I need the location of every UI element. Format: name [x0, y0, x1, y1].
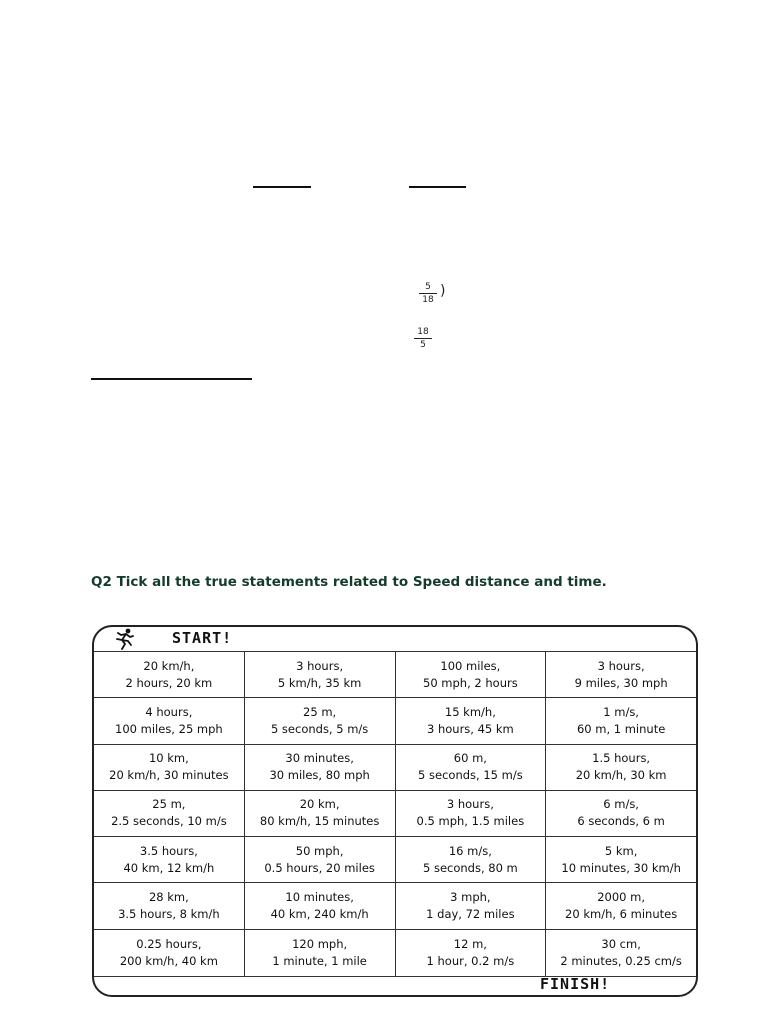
fraction-denominator: 18 [422, 295, 434, 305]
statement-line-1: 12 m, [453, 936, 487, 951]
statement-cell[interactable] [396, 883, 547, 928]
statement-line-1: 15 km/h, [444, 704, 496, 719]
statement-line-2: 20 km/h, 30 minutes [109, 768, 229, 783]
statement-line-2: 100 miles, 25 mph [115, 721, 223, 736]
runner-icon [112, 628, 136, 650]
statement-line-2: 80 km/h, 15 minutes [259, 814, 380, 829]
grid-row [94, 652, 696, 698]
statement-line-2: 0.5 mph, 1.5 miles [416, 814, 525, 829]
statement-line-2: 40 km, 240 km/h [270, 906, 369, 921]
statement-cell[interactable] [546, 837, 696, 882]
statement-cell[interactable] [245, 652, 396, 697]
statement-line-1: 0.25 hours, [136, 936, 202, 951]
statement-line-2: 3 hours, 45 km [426, 721, 514, 736]
statement-line-2: 2 minutes, 0.25 cm/s [560, 953, 682, 968]
statement-line-1: 1.5 hours, [592, 751, 651, 766]
statement-line-2: 6 seconds, 6 m [577, 814, 665, 829]
statement-line-2: 5 seconds, 15 m/s [418, 768, 523, 783]
answer-blank-3 [91, 378, 252, 380]
statement-cell[interactable] [245, 791, 396, 836]
statement-cell[interactable] [94, 652, 245, 697]
statement-cell[interactable] [245, 837, 396, 882]
statement-line-1: 60 m, [453, 751, 487, 766]
fraction-18-over-5 [414, 327, 432, 350]
fraction-bar [419, 293, 437, 294]
statement-line-2: 60 m, 1 minute [576, 721, 666, 736]
statement-line-1: 3.5 hours, [139, 843, 198, 858]
statement-cell[interactable] [94, 930, 245, 976]
statement-line-1: 30 minutes, [285, 751, 354, 766]
statement-line-1: 3 hours, [446, 797, 494, 812]
statement-line-2: 2.5 seconds, 10 m/s [111, 814, 227, 829]
statement-cell[interactable] [396, 698, 547, 743]
statement-cell[interactable] [396, 930, 547, 976]
question-2-title: Q2 Tick all the true statements related to Speed distance and time. [91, 574, 607, 590]
statement-line-1: 120 mph, [292, 936, 348, 951]
fraction-denominator: 5 [420, 340, 426, 350]
statement-line-1: 1 m/s, [603, 704, 639, 719]
statement-line-2: 1 minute, 1 mile [272, 953, 367, 968]
statement-cell[interactable] [245, 745, 396, 790]
statement-line-1: 20 km, [299, 797, 340, 812]
fraction-numerator: 18 [417, 327, 429, 337]
statement-cell[interactable] [546, 698, 696, 743]
statement-line-1: 16 m/s, [448, 843, 492, 858]
statement-cell[interactable] [245, 698, 396, 743]
answer-blank-2 [409, 186, 466, 188]
statement-line-2: 5 seconds, 80 m [422, 860, 518, 875]
statement-cell[interactable] [546, 652, 696, 697]
grid-row [94, 930, 696, 976]
statement-cell[interactable] [94, 837, 245, 882]
statement-line-1: 50 mph, [295, 843, 344, 858]
statement-line-1: 30 cm, [601, 936, 641, 951]
statement-cell[interactable] [546, 930, 696, 976]
statement-cell[interactable] [396, 837, 547, 882]
statement-cell[interactable] [94, 883, 245, 928]
grid-row [94, 791, 696, 837]
statement-line-1: 3 hours, [296, 658, 344, 673]
statement-line-1: 20 km/h, [143, 658, 195, 673]
grid-row [94, 883, 696, 929]
statement-line-1: 3 mph, [450, 889, 491, 904]
statement-line-2: 0.5 hours, 20 miles [264, 860, 375, 875]
statement-line-2: 1 day, 72 miles [426, 906, 515, 921]
statement-cell[interactable] [94, 745, 245, 790]
statement-cell[interactable] [245, 930, 396, 976]
statement-line-2: 10 minutes, 30 km/h [561, 860, 681, 875]
statement-line-1: 28 km, [148, 889, 189, 904]
statement-line-2: 1 hour, 0.2 m/s [426, 953, 515, 968]
statement-line-1: 3 hours, [597, 658, 645, 673]
statement-cell[interactable] [546, 791, 696, 836]
statement-cell[interactable] [245, 883, 396, 928]
grid-row [94, 837, 696, 883]
fraction-bar [414, 338, 432, 339]
statement-line-2: 2 hours, 20 km [125, 675, 213, 690]
speed-board-game [92, 625, 698, 997]
start-label: START! [172, 629, 233, 647]
statement-line-2: 40 km, 12 km/h [123, 860, 215, 875]
statement-line-2: 5 seconds, 5 m/s [270, 721, 369, 736]
closing-parenthesis: ) [440, 283, 446, 299]
answer-blank-1 [253, 186, 311, 188]
statement-cell[interactable] [396, 791, 547, 836]
statement-line-1: 5 km, [604, 843, 638, 858]
statement-cell[interactable] [546, 883, 696, 928]
statement-line-2: 50 mph, 2 hours [423, 675, 518, 690]
statement-cell[interactable] [396, 745, 547, 790]
grid-row [94, 745, 696, 791]
statement-line-1: 6 m/s, [603, 797, 639, 812]
statement-line-1: 10 km, [148, 751, 189, 766]
statement-cell[interactable] [94, 698, 245, 743]
statement-line-2: 5 km/h, 35 km [277, 675, 362, 690]
statement-line-2: 200 km/h, 40 km [119, 953, 218, 968]
fraction-numerator: 5 [425, 282, 431, 292]
statement-line-1: 10 minutes, [285, 889, 354, 904]
statement-cell[interactable] [396, 652, 547, 697]
statement-line-1: 4 hours, [145, 704, 193, 719]
fraction-5-over-18 [419, 282, 437, 305]
grid-row [94, 698, 696, 744]
statement-line-1: 2000 m, [597, 889, 646, 904]
statement-line-1: 25 m, [152, 797, 186, 812]
statement-line-2: 9 miles, 30 mph [574, 675, 668, 690]
statement-line-2: 20 km/h, 6 minutes [565, 906, 678, 921]
statement-line-2: 20 km/h, 30 km [575, 768, 667, 783]
finish-label: FINISH! [540, 975, 611, 993]
statement-line-2: 30 miles, 80 mph [269, 768, 370, 783]
statement-line-2: 3.5 hours, 8 km/h [118, 906, 220, 921]
statement-line-1: 25 m, [303, 704, 337, 719]
statement-cell[interactable] [546, 745, 696, 790]
statement-grid [94, 651, 696, 977]
statement-cell[interactable] [94, 791, 245, 836]
statement-line-1: 100 miles, [440, 658, 501, 673]
start-band [94, 627, 696, 651]
